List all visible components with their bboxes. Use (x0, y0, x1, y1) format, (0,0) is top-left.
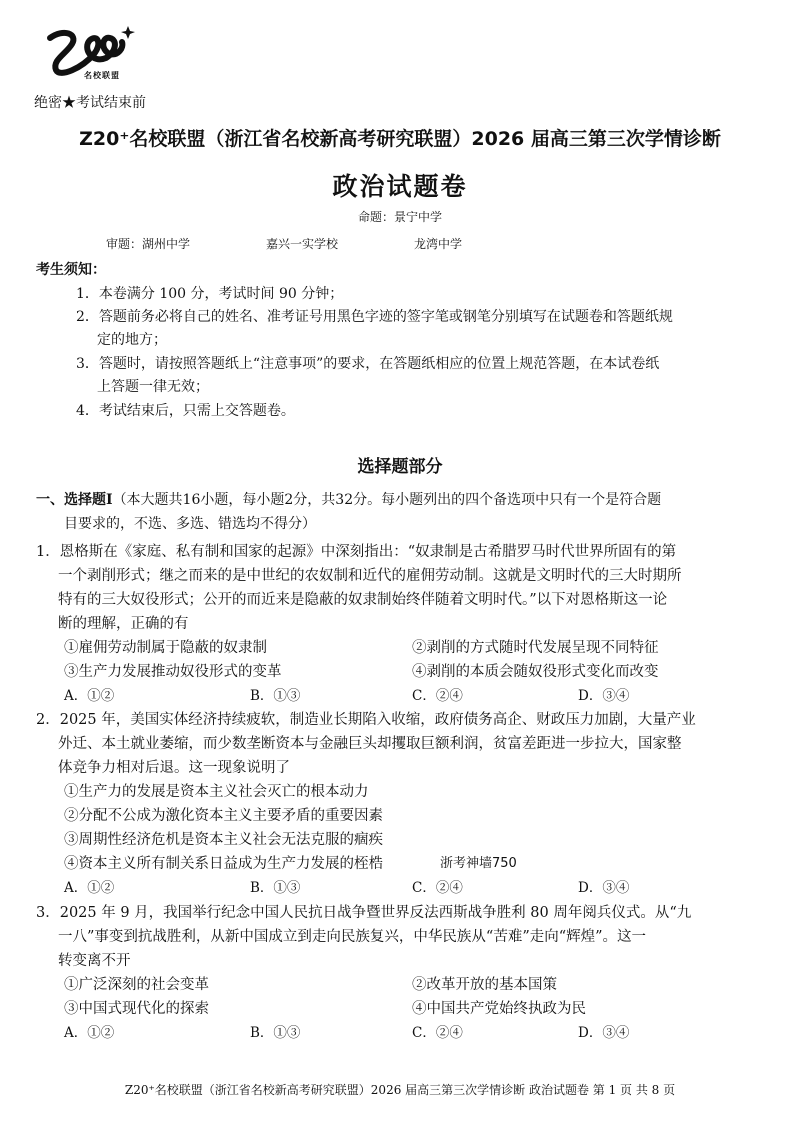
question-stem: 3．2025 年 9 月，我国举行纪念中国人民抗日战争暨世界反法西斯战争胜利 80 周年阅兵仪式。从“九 (36, 905, 692, 921)
choice-c: C．②④ (412, 688, 463, 704)
watermark-text: 浙考神墙750 (440, 856, 517, 871)
notice-item: 4．考试结束后，只需上交答题卷。 (76, 403, 295, 419)
part-instructions (36, 489, 661, 509)
part-text: （本大题共16小题，每小题2分，共32分。每小题列出的四个备选项中只有一个是符合题 (112, 492, 662, 508)
section-title: 选择题部分 (357, 457, 443, 477)
logo-caption: 名校联盟 (84, 71, 120, 80)
notice-item-cont: 上答题一律无效； (97, 379, 209, 395)
exam-title: Z20⁺名校联盟（浙江省名校新高考研究联盟）2026 届高三第三次学情诊断 (79, 128, 721, 150)
choice-d: D．③④ (578, 1025, 630, 1041)
option-4: ④剥削的本质会随奴役形式变化而改变 (412, 664, 659, 680)
choice-b: B．①③ (250, 880, 301, 896)
notice-item: 1．本卷满分 100 分，考试时间 90 分钟； (76, 286, 344, 302)
choice-c: C．②④ (412, 1025, 463, 1041)
option-4: ④资本主义所有制关系日益成为生产力发展的桎梏 (64, 856, 383, 872)
page-footer: Z20⁺名校联盟（浙江省名校新高考研究联盟）2026 届高三第三次学情诊断 政治试题卷 第 1 页 共 8 页 (124, 1083, 676, 1097)
choice-d: D．③④ (578, 688, 630, 704)
confidential-label: 绝密★考试结束前 (34, 95, 146, 111)
reviewer-1: 审题：湖州中学 (106, 237, 191, 251)
choice-d: D．③④ (578, 880, 630, 896)
question-stem: 一八”事变到抗战胜利，从新中国成立到走向民族复兴，中华民族从“苦难”走向“辉煌”。这一 (58, 929, 647, 945)
option-1: ①雇佣劳动制属于隐蔽的奴隶制 (64, 640, 267, 656)
option-3: ③周期性经济危机是资本主义社会无法克服的痼疾 (64, 832, 383, 848)
part-label: 一、选择题Ⅰ (36, 492, 113, 508)
option-2: ②分配不公成为激化资本主义主要矛盾的重要因素 (64, 808, 383, 824)
choice-b: B．①③ (250, 1025, 301, 1041)
question-stem: 体竞争力相对后退。这一现象说明了 (58, 760, 290, 776)
reviewer-2: 嘉兴一实学校 (266, 237, 339, 251)
question-stem: 外迁、本土就业萎缩，而少数垄断资本与金融巨头却攫取巨额利润，贫富差距进一步拉大，国家整 (58, 736, 682, 752)
notice-item: 2．答题前务必将自己的姓名、准考证号用黑色字迹的签字笔或钢笔分别填写在试题卷和答题纸规 (76, 309, 673, 325)
question-stem: 2．2025 年，美国实体经济持续疲软，制造业长期陷入收缩，政府债务高企、财政压力加剧，大量产业 (36, 712, 696, 728)
notice-title: 考生须知： (36, 262, 106, 278)
option-4: ④中国共产党始终执政为民 (412, 1001, 586, 1017)
option-1: ①广泛深刻的社会变革 (64, 977, 209, 993)
question-stem: 转变离不开 (58, 953, 131, 969)
option-2: ②剥削的方式随时代发展呈现不同特征 (412, 640, 659, 656)
subject-title: 政治试题卷 (332, 172, 468, 201)
option-1: ①生产力的发展是资本主义社会灭亡的根本动力 (64, 784, 369, 800)
question-stem: 1．恩格斯在《家庭、私有制和国家的起源》中深刻指出：“奴隶制是古希腊罗马时代世界所固有的第 (36, 544, 677, 560)
notice-item-cont: 定的地方； (97, 332, 167, 348)
option-3: ③生产力发展推动奴役形式的变革 (64, 664, 282, 680)
option-3: ③中国式现代化的探索 (64, 1001, 209, 1017)
author-line: 命题：景宁中学 (357, 210, 442, 224)
question-stem: 断的理解，正确的有 (58, 616, 189, 632)
choice-a: A．①② (64, 1025, 115, 1041)
option-2: ②改革开放的基本国策 (412, 977, 557, 993)
choice-a: A．①② (64, 688, 115, 704)
notice-item: 3．答题时，请按照答题纸上“注意事项”的要求，在答题纸相应的位置上规范答题，在本试卷纸 (76, 356, 660, 372)
reviewer-3: 龙湾中学 (414, 237, 463, 251)
choice-c: C．②④ (412, 880, 463, 896)
choice-b: B．①③ (250, 688, 301, 704)
part-instructions-cont: 目要求的，不选、多选、错选均不得分） (64, 516, 316, 532)
question-stem: 一个剥削形式；继之而来的是中世纪的农奴制和近代的雇佣劳动制。这就是文明时代的三大时期所 (58, 568, 682, 584)
question-stem: 特有的三大奴役形式；公开的而近来是隐蔽的奴隶制始终伴随着文明时代。”以下对恩格斯这一论 (58, 592, 668, 608)
choice-a: A．①② (64, 880, 115, 896)
